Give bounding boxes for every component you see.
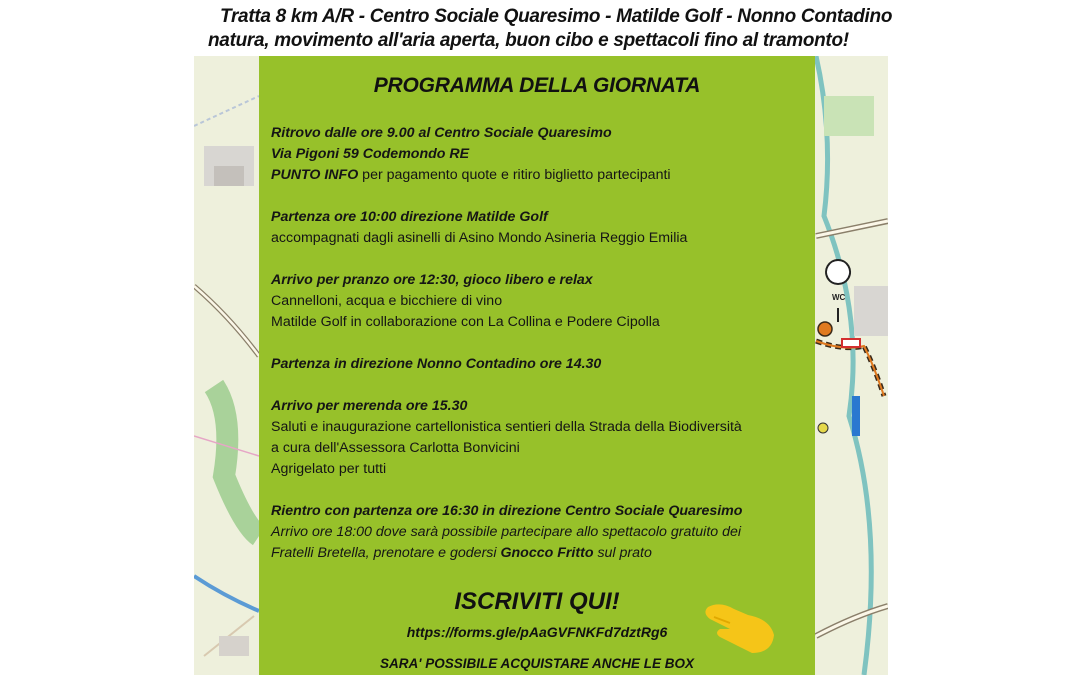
program-panel	[259, 56, 815, 675]
header	[0, 0, 1080, 56]
schedule-line: PUNTO INFO per pagamento quote e ritiro biglietto partecipanti	[271, 167, 671, 183]
program-schedule	[271, 123, 811, 564]
route-title: Tratta 8 km A/R - Centro Sociale Quaresimo - Matilde Golf - Nonno Contadino	[220, 6, 893, 27]
schedule-line: Arrivo per pranzo ore 12:30, gioco libero e relax	[271, 272, 593, 288]
tagline: natura, movimento all'aria aperta, buon cibo e spettacoli fino al tramonto!	[208, 30, 849, 51]
program-title: PROGRAMMA DELLA GIORNATA	[373, 74, 701, 97]
svg-text:WC: WC	[832, 293, 846, 302]
schedule-line: Saluti e inaugurazione cartellonistica sentieri della Strada della Biodiversità	[271, 419, 742, 435]
schedule-line: Cannelloni, acqua e bicchiere di vino	[271, 293, 503, 309]
pointing-hand-icon	[700, 595, 780, 655]
schedule-line: Ritrovo dalle ore 9.00 al Centro Sociale Quaresimo	[271, 125, 612, 141]
schedule-line: a cura dell'Assessora Carlotta Bonvicini	[271, 440, 520, 456]
schedule-line: Matilde Golf in collaborazione con La Collina e Podere Cipolla	[271, 314, 660, 330]
box-note: SARA' POSSIBILE ACQUISTARE ANCHE LE BOX	[380, 656, 694, 671]
schedule-line: Agrigelato per tutti	[271, 461, 387, 477]
schedule-line: Arrivo per merenda ore 15.30	[271, 398, 468, 414]
signup-heading: ISCRIVITI QUI!	[454, 588, 620, 615]
schedule-line: Rientro con partenza ore 16:30 in direzione Centro Sociale Quaresimo	[271, 503, 743, 519]
schedule-line: Via Pigoni 59 Codemondo RE	[271, 146, 470, 162]
schedule-line: accompagnati dagli asinelli di Asino Mondo Asineria Reggio Emilia	[271, 230, 688, 246]
schedule-line: Arrivo ore 18:00 dove sarà possibile partecipare allo spettacolo gratuito dei	[271, 524, 742, 540]
signup-link[interactable]: https://forms.gle/pAaGVFNKFd7dztRg6	[406, 624, 668, 640]
schedule-line: Partenza ore 10:00 direzione Matilde Golf	[271, 209, 548, 225]
schedule-line: Partenza in direzione Nonno Contadino ore 14.30	[271, 356, 602, 372]
schedule-line: Fratelli Bretella, prenotare e godersi Gnocco Fritto sul prato	[271, 545, 652, 561]
